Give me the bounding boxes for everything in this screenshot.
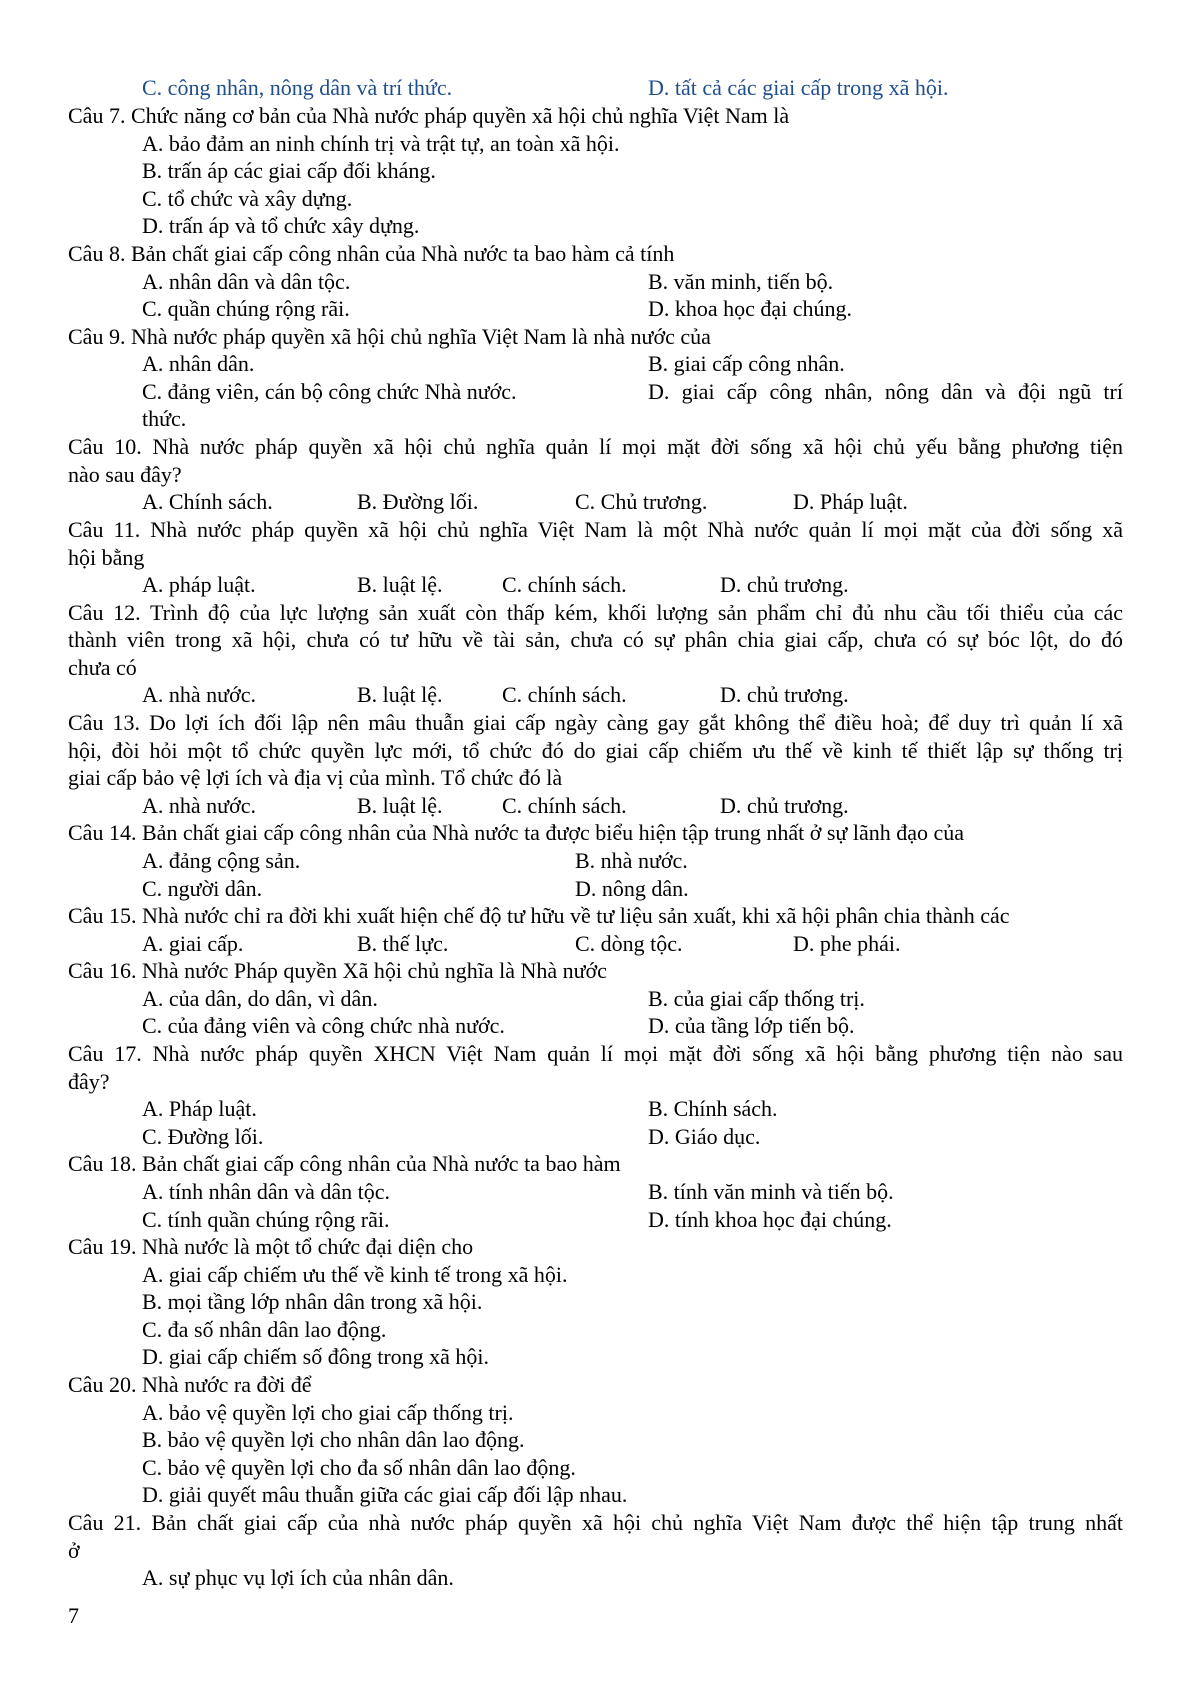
q19-option-d: D. giai cấp chiếm số đông trong xã hội.: [142, 1344, 490, 1369]
question-12-stem: Câu 12. Trình độ của lực lượng sản xuất còn thấp kém, khối lượng sản phẩm chỉ đủ nhu cầu tối thiểu của các: [68, 600, 1123, 625]
question-17-stem: Câu 17. Nhà nước pháp quyền XHCN Việt Nam quản lí mọi mặt đời sống xã hội bằng phương tiện nào sau: [68, 1041, 1123, 1066]
question-9-stem: Câu 9. Nhà nước pháp quyền xã hội chủ nghĩa Việt Nam là nhà nước của: [68, 324, 711, 349]
question-11-stem-cont: hội bằng: [68, 545, 145, 570]
q16-option-d: D. của tầng lớp tiến bộ.: [648, 1013, 855, 1038]
q9-option-b: B. giai cấp công nhân.: [648, 351, 845, 376]
q13-option-d: D. chủ trương.: [720, 793, 849, 818]
page-number: 7: [68, 1603, 79, 1628]
question-12-stem-line3: chưa có: [68, 655, 137, 680]
q15-option-c: C. dòng tộc.: [575, 931, 683, 956]
question-21-stem-cont: ở: [68, 1538, 80, 1563]
question-20-stem: Câu 20. Nhà nước ra đời để: [68, 1372, 312, 1397]
q10-option-d: D. Pháp luật.: [793, 489, 908, 514]
q7-option-c: C. tổ chức và xây dựng.: [142, 186, 353, 211]
q8-option-c: C. quần chúng rộng rãi.: [142, 296, 350, 321]
q18-option-b: B. tính văn minh và tiến bộ.: [648, 1179, 894, 1204]
q20-option-b: B. bảo vệ quyền lợi cho nhân dân lao động.: [142, 1427, 525, 1452]
q11-option-d: D. chủ trương.: [720, 572, 849, 597]
question-8-stem: Câu 8. Bản chất giai cấp công nhân của Nhà nước ta bao hàm cả tính: [68, 241, 675, 266]
q8-option-b: B. văn minh, tiến bộ.: [648, 269, 834, 294]
q9-option-d-cont: thức.: [142, 406, 187, 431]
prev-option-c: C. công nhân, nông dân và trí thức.: [142, 75, 453, 100]
question-21-stem: Câu 21. Bản chất giai cấp của nhà nước pháp quyền xã hội chủ nghĩa Việt Nam được thể hiện tập trung nhất: [68, 1510, 1123, 1535]
q20-option-c: C. bảo vệ quyền lợi cho đa số nhân dân lao động.: [142, 1455, 576, 1480]
question-11-stem: Câu 11. Nhà nước pháp quyền xã hội chủ nghĩa Việt Nam là một Nhà nước quản lí mọi mặt của đời sống xã: [68, 517, 1123, 542]
question-12-stem-line2: thành viên trong xã hội, chưa có tư hữu về tài sản, chưa có sự phân chia giai cấp, chưa có sự bóc lột, do đó: [68, 627, 1123, 652]
q7-option-a: A. bảo đảm an ninh chính trị và trật tự, an toàn xã hội.: [142, 131, 620, 156]
q17-option-b: B. Chính sách.: [648, 1096, 778, 1121]
q13-option-a: A. nhà nước.: [142, 793, 256, 818]
q19-option-a: A. giai cấp chiếm ưu thế về kinh tế trong xã hội.: [142, 1262, 568, 1287]
q14-option-b: B. nhà nước.: [575, 848, 688, 873]
q9-option-d: D. giai cấp công nhân, nông dân và đội ngũ trí: [648, 379, 1123, 404]
q8-option-a: A. nhân dân và dân tộc.: [142, 269, 351, 294]
q12-option-c: C. chính sách.: [502, 682, 627, 707]
q13-option-b: B. luật lệ.: [357, 793, 443, 818]
q10-option-b: B. Đường lối.: [357, 489, 479, 514]
q17-option-d: D. Giáo dục.: [648, 1124, 761, 1149]
q19-option-b: B. mọi tầng lớp nhân dân trong xã hội.: [142, 1289, 483, 1314]
q8-option-d: D. khoa học đại chúng.: [648, 296, 853, 321]
question-14-stem: Câu 14. Bản chất giai cấp công nhân của Nhà nước ta được biểu hiện tập trung nhất ở sự lãnh đạo của: [68, 820, 965, 845]
q10-option-c: C. Chủ trương.: [575, 489, 708, 514]
question-10-stem-cont: nào sau đây?: [68, 462, 182, 487]
q17-option-a: A. Pháp luật.: [142, 1096, 257, 1121]
q18-option-c: C. tính quần chúng rộng rãi.: [142, 1207, 390, 1232]
question-7-stem: Câu 7. Chức năng cơ bản của Nhà nước pháp quyền xã hội chủ nghĩa Việt Nam là: [68, 103, 790, 128]
q14-option-a: A. đảng cộng sản.: [142, 848, 301, 873]
prev-option-d: D. tất cả các giai cấp trong xã hội.: [648, 75, 949, 100]
question-17-stem-cont: đây?: [68, 1069, 110, 1094]
q10-option-a: A. Chính sách.: [142, 489, 273, 514]
q11-option-c: C. chính sách.: [502, 572, 627, 597]
q12-option-a: A. nhà nước.: [142, 682, 256, 707]
question-13-stem-line3: giai cấp bảo vệ lợi ích và địa vị của mình. Tổ chức đó là: [68, 765, 563, 790]
q14-option-c: C. người dân.: [142, 876, 263, 901]
question-13-stem: Câu 13. Do lợi ích đối lập nên mâu thuẫn giai cấp ngày càng gay gắt không thể điều hoà; để duy trì quản lí xã: [68, 710, 1123, 735]
q11-option-b: B. luật lệ.: [357, 572, 443, 597]
q9-option-a: A. nhân dân.: [142, 351, 255, 376]
q9-option-c: C. đảng viên, cán bộ công chức Nhà nước.: [142, 379, 517, 404]
q11-option-a: A. pháp luật.: [142, 572, 256, 597]
q12-option-b: B. luật lệ.: [357, 682, 443, 707]
q16-option-a: A. của dân, do dân, vì dân.: [142, 986, 378, 1011]
q20-option-d: D. giải quyết mâu thuẫn giữa các giai cấp đối lập nhau.: [142, 1482, 628, 1507]
q7-option-b: B. trấn áp các giai cấp đối kháng.: [142, 158, 436, 183]
q12-option-d: D. chủ trương.: [720, 682, 849, 707]
q21-option-a: A. sự phục vụ lợi ích của nhân dân.: [142, 1565, 454, 1590]
q18-option-a: A. tính nhân dân và dân tộc.: [142, 1179, 391, 1204]
q14-option-d: D. nông dân.: [575, 876, 689, 901]
q15-option-a: A. giai cấp.: [142, 931, 244, 956]
q17-option-c: C. Đường lối.: [142, 1124, 264, 1149]
question-19-stem: Câu 19. Nhà nước là một tổ chức đại diện cho: [68, 1234, 474, 1259]
question-18-stem: Câu 18. Bản chất giai cấp công nhân của Nhà nước ta bao hàm: [68, 1151, 621, 1176]
question-10-stem: Câu 10. Nhà nước pháp quyền xã hội chủ nghĩa quản lí mọi mặt đời sống xã hội chủ yếu bằng phương tiện: [68, 434, 1123, 459]
q7-option-d: D. trấn áp và tổ chức xây dựng.: [142, 213, 420, 238]
q15-option-d: D. phe phái.: [793, 931, 901, 956]
q15-option-b: B. thế lực.: [357, 931, 449, 956]
question-13-stem-line2: hội, đòi hỏi một tổ chức quyền lực mới, tổ chức đó do giai cấp chiếm ưu thế về kinh tế thiết lập sự thống trị: [68, 738, 1123, 763]
q19-option-c: C. đa số nhân dân lao động.: [142, 1317, 387, 1342]
q16-option-c: C. của đảng viên và công chức nhà nước.: [142, 1013, 505, 1038]
question-16-stem: Câu 16. Nhà nước Pháp quyền Xã hội chủ nghĩa là Nhà nước: [68, 958, 607, 983]
q20-option-a: A. bảo vệ quyền lợi cho giai cấp thống trị.: [142, 1400, 514, 1425]
question-15-stem: Câu 15. Nhà nước chỉ ra đời khi xuất hiện chế độ tư hữu về tư liệu sản xuất, khi xã hội phân chia thành các: [68, 903, 1010, 928]
q16-option-b: B. của giai cấp thống trị.: [648, 986, 865, 1011]
q13-option-c: C. chính sách.: [502, 793, 627, 818]
q18-option-d: D. tính khoa học đại chúng.: [648, 1207, 892, 1232]
